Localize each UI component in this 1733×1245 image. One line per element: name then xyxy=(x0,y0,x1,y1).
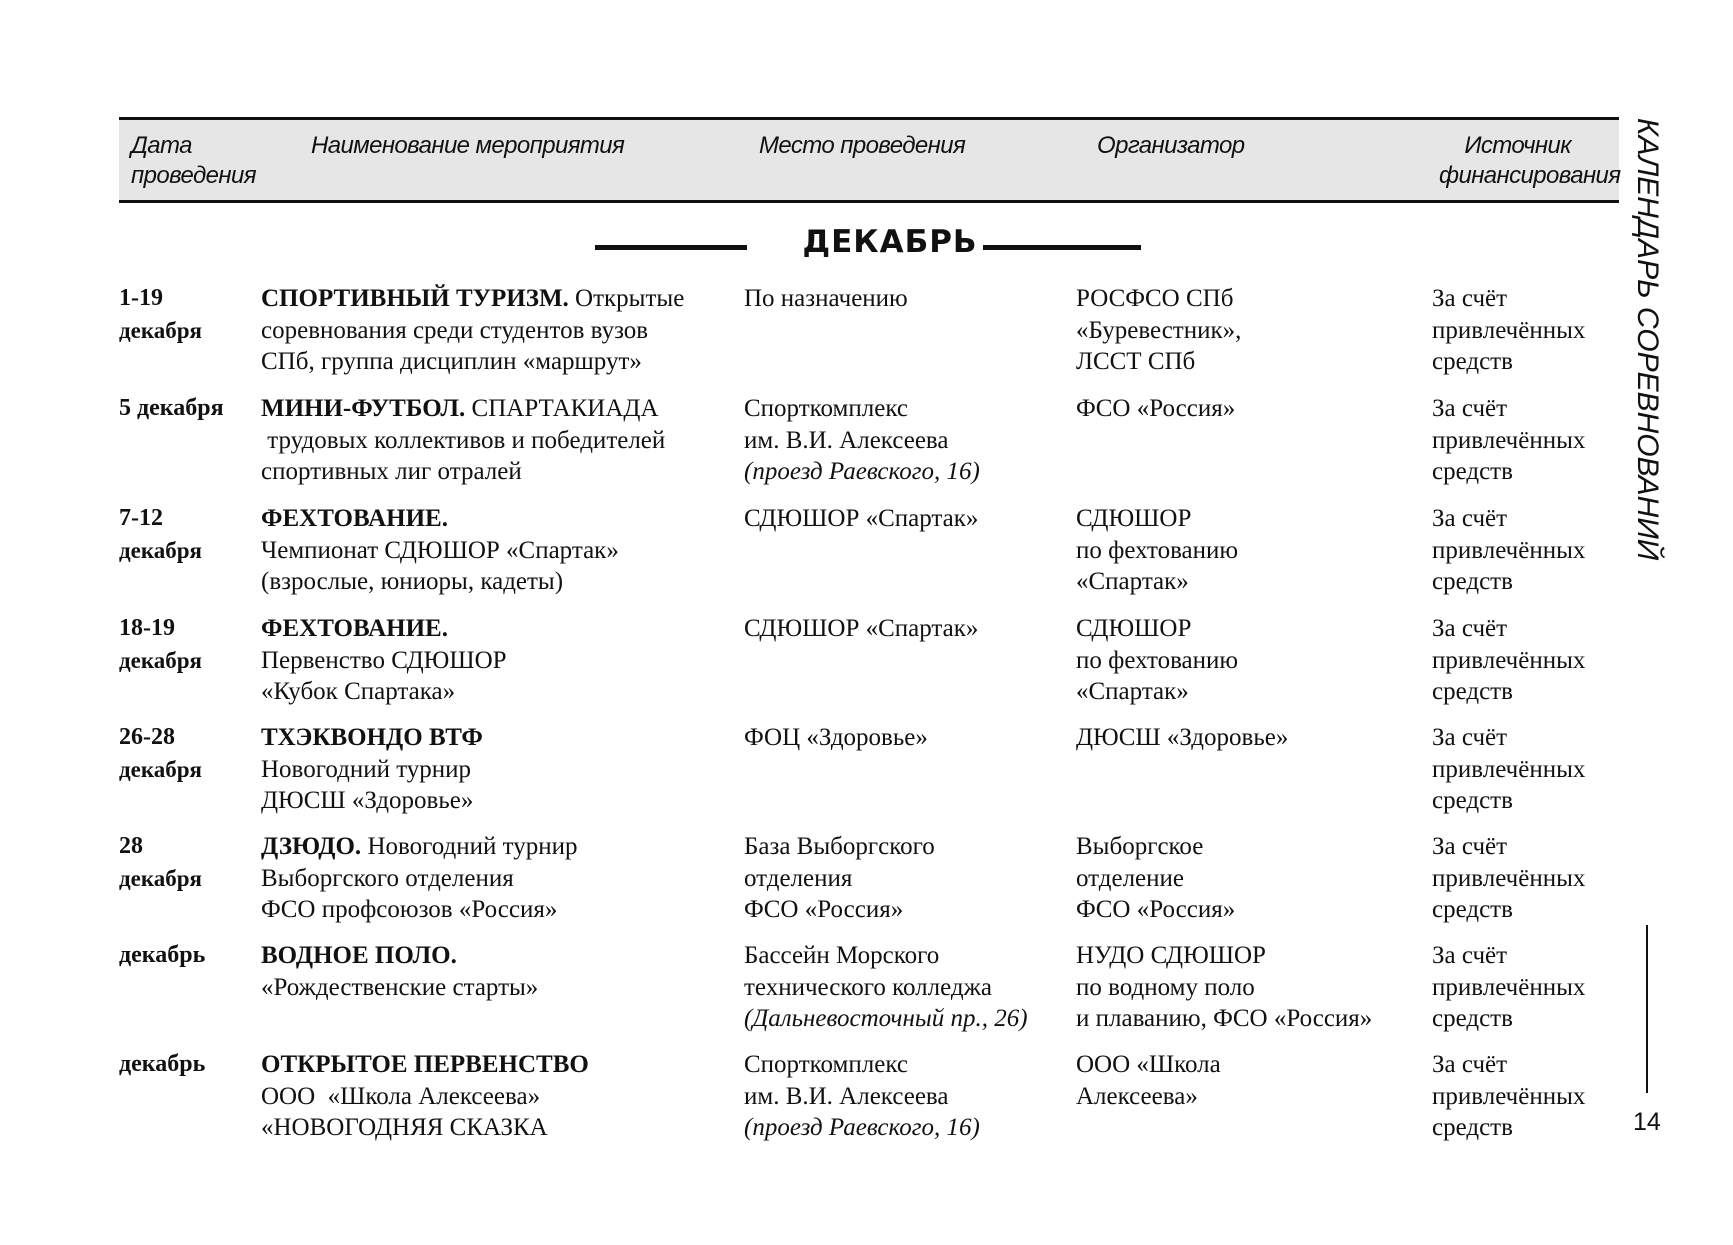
event-date xyxy=(119,613,244,676)
event-name-line: ФСО профсоюзов «Россия» xyxy=(261,896,558,923)
event-name-line xyxy=(261,940,741,972)
event-date-line: 18-19 xyxy=(119,615,175,641)
event-funding-line: средств xyxy=(1432,348,1513,375)
header-date-line-1: Дата xyxy=(131,132,192,159)
event-date xyxy=(119,1049,244,1081)
event-organizer-line: СДЮШОР xyxy=(1076,615,1192,642)
event-funding-line: средств xyxy=(1432,787,1513,814)
event-name xyxy=(261,940,741,1003)
event-organizer xyxy=(1076,940,1426,1035)
event-date-line: 26-28 xyxy=(119,724,175,750)
event-name-text: Открытые xyxy=(575,285,685,312)
event-funding-line: За счёт xyxy=(1432,942,1508,969)
event-organizer-line: РОСФСО СПб xyxy=(1076,285,1234,312)
event-place-line: отделения xyxy=(744,864,853,892)
event-date-line: декабря xyxy=(119,756,202,782)
event-name-line: СПб, группа дисциплин «маршрут» xyxy=(261,348,642,375)
event-organizer-line: ФСО «Россия» xyxy=(1076,896,1236,923)
event-organizer-line: СДЮШОР xyxy=(1076,505,1192,532)
event-place-line: Спорткомплекс xyxy=(744,1051,908,1078)
event-name xyxy=(261,613,741,708)
event-name-line: (взрослые, юниоры, кадеты) xyxy=(261,568,564,595)
event-funding-line: привлечённых xyxy=(1432,755,1586,783)
month-title: ДЕКАБРЬ xyxy=(802,224,978,260)
event-funding-line: За счёт xyxy=(1432,505,1508,532)
header-funding xyxy=(1439,131,1621,191)
event-organizer-line: отделение xyxy=(1076,864,1185,892)
event-place xyxy=(744,503,1074,535)
event-funding-line: За счёт xyxy=(1432,285,1508,312)
event-organizer-line: «Спартак» xyxy=(1076,568,1189,595)
event-place xyxy=(744,831,1074,926)
header-funding-line-1: Источник xyxy=(1464,132,1571,159)
event-date-line: декабря xyxy=(119,317,202,343)
event-funding-line: За счёт xyxy=(1432,395,1508,422)
header-name: Наименование мероприятия xyxy=(311,132,625,159)
header-place: Место проведения xyxy=(759,132,966,159)
event-organizer-line: «Буревестник», xyxy=(1076,316,1242,344)
event-name-line: соревнования среди студентов вузов xyxy=(261,316,649,344)
event-funding-line: привлечённых xyxy=(1432,426,1586,454)
event-name-line xyxy=(261,722,741,754)
event-name-line: «Рождественские старты» xyxy=(261,973,539,1001)
event-name xyxy=(261,283,741,378)
event-funding-line: средств xyxy=(1432,568,1513,595)
event-organizer-line: по водному поло xyxy=(1076,973,1255,1001)
event-organizer-line: Выборгское xyxy=(1076,833,1204,860)
event-name-line: Новогодний турнир xyxy=(261,755,472,783)
event-organizer xyxy=(1076,503,1426,598)
event-name xyxy=(261,1049,741,1144)
table-header xyxy=(119,117,1619,203)
event-discipline: ВОДНОЕ ПОЛО. xyxy=(261,942,457,969)
event-funding-line: привлечённых xyxy=(1432,536,1586,564)
event-organizer-line: «Спартак» xyxy=(1076,678,1189,705)
event-organizer xyxy=(1076,722,1426,754)
header-date-line-2: проведения xyxy=(131,162,256,189)
event-place xyxy=(744,393,1074,488)
event-funding xyxy=(1432,1049,1632,1144)
event-date xyxy=(119,940,244,972)
event-funding-line: За счёт xyxy=(1432,724,1508,751)
event-funding xyxy=(1432,393,1632,488)
event-organizer-line: ДЮСШ «Здоровье» xyxy=(1076,724,1289,751)
event-place-line: База Выборгского xyxy=(744,833,935,860)
event-funding-line: привлечённых xyxy=(1432,973,1586,1001)
event-funding xyxy=(1432,940,1632,1035)
event-name-line xyxy=(261,283,741,315)
event-name-line: Чемпионат СДЮШОР «Спартак» xyxy=(261,536,619,564)
event-funding xyxy=(1432,283,1632,378)
event-date xyxy=(119,503,244,566)
event-date-line: 5 декабря xyxy=(119,395,224,421)
event-organizer xyxy=(1076,613,1426,708)
event-organizer-line: НУДО СДЮШОР xyxy=(1076,942,1266,969)
running-head-title: КАЛЕНДАРЬ СОРЕВНОВАНИЙ xyxy=(1631,118,1664,561)
event-discipline: ФЕХТОВАНИЕ. xyxy=(261,615,448,642)
event-funding-line: За счёт xyxy=(1432,1051,1508,1078)
event-date xyxy=(119,831,244,894)
event-funding xyxy=(1432,831,1632,926)
event-name-line xyxy=(261,613,741,645)
event-organizer-line: по фехтованию xyxy=(1076,536,1239,564)
event-date-line: декабря xyxy=(119,647,202,673)
event-organizer-line: и плаванию, ФСО «Россия» xyxy=(1076,1005,1373,1032)
event-date-line: декабря xyxy=(119,537,202,563)
event-name-text: СПАРТАКИАДА xyxy=(471,395,659,422)
event-name-line: «Кубок Спартака» xyxy=(261,678,456,705)
event-funding xyxy=(1432,503,1632,598)
event-place xyxy=(744,613,1074,645)
event-name-line xyxy=(261,831,741,863)
event-discipline: ДЗЮДО. xyxy=(261,833,362,860)
event-organizer-line: по фехтованию xyxy=(1076,646,1239,674)
event-discipline: ОТКРЫТОЕ ПЕРВЕНСТВО xyxy=(261,1051,589,1078)
event-date-line: декабрь xyxy=(119,942,206,968)
event-organizer xyxy=(1076,393,1426,425)
event-organizer xyxy=(1076,831,1426,926)
event-date xyxy=(119,393,244,425)
event-discipline: ТХЭКВОНДО ВТФ xyxy=(261,724,483,751)
event-funding-line: средств xyxy=(1432,896,1513,923)
event-organizer-line: ФСО «Россия» xyxy=(1076,395,1236,422)
event-date-line: декабря xyxy=(119,865,202,891)
event-funding-line: привлечённых xyxy=(1432,864,1586,892)
event-funding-line: средств xyxy=(1432,458,1513,485)
event-place-line: По назначению xyxy=(744,285,908,312)
event-place xyxy=(744,722,1074,754)
event-funding-line: привлечённых xyxy=(1432,316,1586,344)
event-date xyxy=(119,283,244,346)
event-name-line xyxy=(261,1049,741,1081)
event-funding-line: средств xyxy=(1432,1114,1513,1141)
event-name-line: Первенство СДЮШОР xyxy=(261,646,507,674)
event-funding-line: привлечённых xyxy=(1432,1082,1586,1110)
event-organizer xyxy=(1076,1049,1426,1112)
event-name xyxy=(261,393,741,488)
event-place-address: (Дальневосточный пр., 26) xyxy=(744,1005,1028,1032)
event-funding-line: привлечённых xyxy=(1432,646,1586,674)
event-place-address: (проезд Раевского, 16) xyxy=(744,458,980,485)
event-name-line: «НОВОГОДНЯЯ СКАЗКА xyxy=(261,1114,548,1141)
event-funding xyxy=(1432,722,1632,817)
header-funding-line-2: финансирования xyxy=(1439,162,1621,189)
event-place-address: (проезд Раевского, 16) xyxy=(744,1114,980,1141)
event-organizer-line: ООО «Школа xyxy=(1076,1051,1221,1078)
event-place-line: им. В.И. Алексеева xyxy=(744,1082,949,1110)
event-name-line: ООО «Школа Алексеева» xyxy=(261,1082,541,1110)
month-rule-left xyxy=(595,245,747,250)
event-name xyxy=(261,503,741,598)
event-date-line: 1-19 xyxy=(119,285,163,311)
event-name xyxy=(261,831,741,926)
event-place-line: ФОЦ «Здоровье» xyxy=(744,724,928,751)
event-place-line: СДЮШОР «Спартак» xyxy=(744,615,979,642)
event-organizer-line: ЛССТ СПб xyxy=(1076,348,1196,375)
event-place-line: технического колледжа xyxy=(744,973,992,1001)
event-date-line: декабрь xyxy=(119,1051,206,1077)
header-date xyxy=(131,131,256,191)
event-name-line: трудовых коллективов и победителей xyxy=(261,426,666,454)
header-organizer: Организатор xyxy=(1097,132,1245,159)
event-date xyxy=(119,722,244,785)
event-name-line: спортивных лиг отралей xyxy=(261,458,522,485)
event-name-line xyxy=(261,503,741,535)
event-organizer xyxy=(1076,283,1426,378)
event-place-line: им. В.И. Алексеева xyxy=(744,426,949,454)
page-number: 14 xyxy=(1633,1108,1661,1136)
event-name-line: ДЮСШ «Здоровье» xyxy=(261,787,474,814)
event-discipline: МИНИ-ФУТБОЛ. xyxy=(261,395,466,422)
event-funding-line: За счёт xyxy=(1432,833,1508,860)
event-name-line xyxy=(261,393,741,425)
event-place-line: СДЮШОР «Спартак» xyxy=(744,505,979,532)
event-name-text: Новогодний турнир xyxy=(367,833,578,860)
month-rule-right xyxy=(983,245,1141,250)
event-date-line: 28 xyxy=(119,833,143,859)
event-date-line: 7-12 xyxy=(119,505,163,531)
event-place xyxy=(744,940,1074,1035)
event-discipline: СПОРТИВНЫЙ ТУРИЗМ. xyxy=(261,285,569,312)
event-place xyxy=(744,1049,1074,1144)
event-name-line: Выборгского отделения xyxy=(261,864,514,892)
event-discipline: ФЕХТОВАНИЕ. xyxy=(261,505,448,532)
event-place-line: Спорткомплекс xyxy=(744,395,908,422)
event-place-line: ФСО «Россия» xyxy=(744,896,904,923)
event-name xyxy=(261,722,741,817)
event-funding-line: За счёт xyxy=(1432,615,1508,642)
event-place-line: Бассейн Морского xyxy=(744,942,940,969)
event-funding-line: средств xyxy=(1432,1005,1513,1032)
running-head-rule xyxy=(1646,925,1648,1093)
event-organizer-line: Алексеева» xyxy=(1076,1082,1198,1110)
event-place xyxy=(744,283,1074,315)
event-funding-line: средств xyxy=(1432,678,1513,705)
event-funding xyxy=(1432,613,1632,708)
